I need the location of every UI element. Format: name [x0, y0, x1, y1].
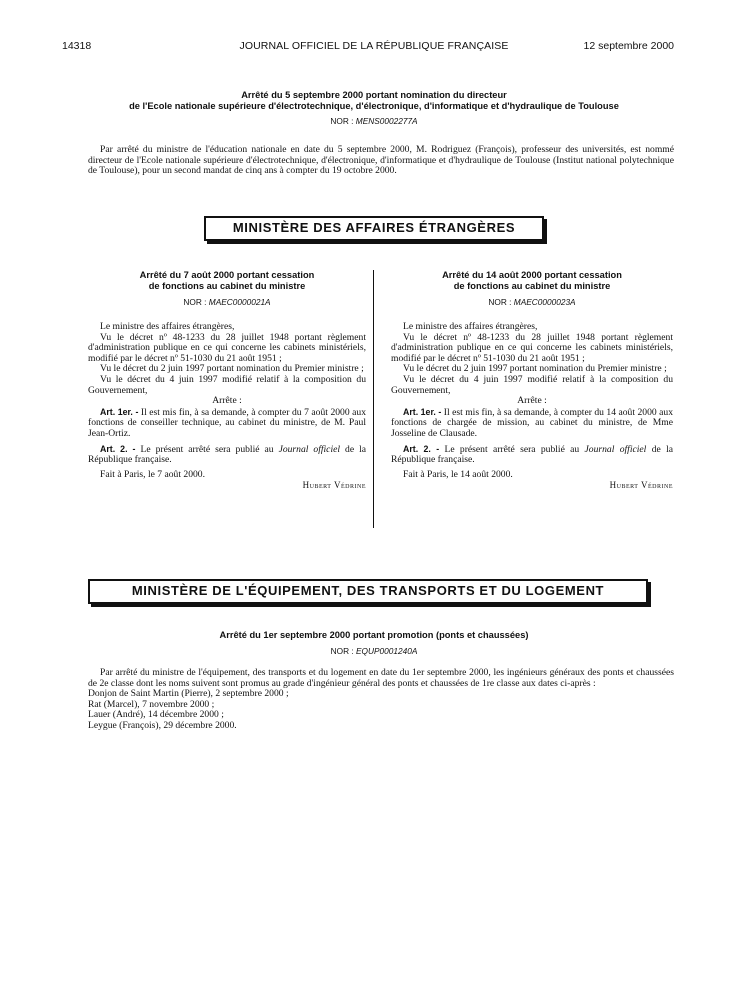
- left-art1: [88, 407, 366, 440]
- nor-code: MAEC0000023A: [513, 297, 576, 307]
- ministry-heading-affaires-etrangeres: MINISTÈRE DES AFFAIRES ÉTRANGÈRES: [204, 216, 544, 241]
- left-p4: Vu le décret du 4 juin 1997 modifié relatif à la composition du Gouvernement,: [88, 373, 366, 396]
- left-nor: [88, 297, 366, 307]
- right-art2-text-a: Le présent arrêté sera publié au: [444, 443, 580, 455]
- section3-paragraph: Par arrêté du ministre de l'équipement, des transports et du logement en date du 1er septembre 2000, les ingénieurs généraux des ponts et chaussées de 2e classe dont les noms suivent sont promus au grade d'ingénieur général des ponts et chaussées de 1re classe aux dates ci-après :: [88, 667, 674, 689]
- section1-paragraph: Par arrêté du ministre de l'éducation nationale en date du 5 septembre 2000, M. Rodriguez (François), professeur des universités, est nommé directeur de l'Ecole nationale supérieure d'électrotechnique, d'électronique, d'informatique et d'hydraulique de Toulouse (Institut national polytechnique de Toulouse), pour un second mandat de cinq ans à compter du 19 octobre 2000.: [88, 144, 674, 177]
- left-title-line1: Arrêté du 7 août 2000 portant cessation: [139, 270, 315, 280]
- right-art2-text-b: de la République française.: [391, 443, 673, 466]
- left-signature: Hubert Védrine: [302, 480, 366, 491]
- issue-date: 12 septembre 2000: [583, 40, 674, 52]
- right-nor: [391, 297, 673, 307]
- nor-code: EQUP0001240A: [356, 646, 418, 656]
- section3-body: [88, 668, 674, 732]
- promotion-list: [88, 689, 674, 731]
- section3-nor: [0, 646, 748, 656]
- right-p3: Vu le décret du 2 juin 1997 portant nomination du Premier ministre ;: [403, 363, 667, 375]
- left-art1-label: Art. 1er. -: [100, 406, 139, 417]
- left-body: [88, 322, 366, 491]
- nor-label: NOR :: [330, 646, 354, 656]
- column-separator: [373, 270, 374, 528]
- left-art2-text-a: Le présent arrêté sera publié au: [140, 443, 274, 455]
- nor-label: NOR :: [488, 297, 512, 307]
- list-item: Lauer (André), 14 décembre 2000 ;: [88, 709, 224, 721]
- section1-title-line2: de l'Ecole nationale supérieure d'électrotechnique, d'électronique, d'informatique et d'hydraulique de Toulouse: [129, 101, 619, 111]
- journal-title: JOURNAL OFFICIEL DE LA RÉPUBLIQUE FRANÇAISE: [239, 40, 509, 52]
- nor-label: NOR :: [183, 297, 207, 307]
- list-item: Leygue (François), 29 décembre 2000.: [88, 719, 237, 731]
- section1-nor: [0, 116, 748, 126]
- left-art2: [88, 444, 366, 466]
- right-art2: [391, 444, 673, 466]
- nor-code: MENS0002277A: [355, 116, 418, 126]
- section1-title: [0, 90, 748, 112]
- left-title-line2: de fonctions au cabinet du ministre: [148, 281, 306, 291]
- left-art2-label: Art. 2. -: [100, 443, 136, 454]
- page-number: 14318: [62, 40, 92, 52]
- right-fait: Fait à Paris, le 14 août 2000.: [403, 468, 513, 480]
- left-fait: Fait à Paris, le 7 août 2000.: [100, 468, 205, 480]
- left-p1: Le ministre des affaires étrangères,: [100, 321, 235, 332]
- right-p4: Vu le décret du 4 juin 1997 modifié relatif à la composition du Gouvernement,: [391, 373, 673, 396]
- left-p2: Vu le décret nº 48-1233 du 28 juillet 1948 portant règlement d'administration publique en ce qui concerne les cabinets ministériels, modifié par le décret nº 51-1030 du 21 août 1951 ;: [88, 331, 366, 364]
- ministry-heading-equipement: MINISTÈRE DE L'ÉQUIPEMENT, DES TRANSPORTS ET DU LOGEMENT: [88, 579, 648, 604]
- right-title: [391, 270, 673, 292]
- right-title-line2: de fonctions au cabinet du ministre: [453, 281, 611, 291]
- left-art1-text: Il est mis fin, à sa demande, à compter du 7 août 2000 aux fonctions de conseiller technique, au cabinet du ministre, de M. Paul Jean-Ortiz.: [88, 406, 366, 439]
- right-art1-label: Art. 1er. -: [403, 406, 442, 417]
- left-art2-jo: Journal officiel: [278, 443, 341, 455]
- right-title-line1: Arrêté du 14 août 2000 portant cessation: [442, 270, 622, 280]
- right-art2-jo: Journal officiel: [584, 443, 647, 455]
- right-p1: Le ministre des affaires étrangères,: [403, 321, 538, 332]
- list-item: Rat (Marcel), 7 novembre 2000 ;: [88, 698, 215, 710]
- right-p2: Vu le décret nº 48-1233 du 28 juillet 1948 portant règlement d'administration publique en ce qui concerne les cabinets ministériels, modifié par le décret nº 51-1030 du 21 août 1951 ;: [391, 331, 673, 364]
- nor-label: NOR :: [330, 116, 354, 126]
- section1-body: [88, 145, 674, 177]
- nor-code: MAEC0000021A: [208, 297, 271, 307]
- section1-title-line1: Arrêté du 5 septembre 2000 portant nomination du directeur: [241, 90, 507, 100]
- left-p3: Vu le décret du 2 juin 1997 portant nomination du Premier ministre ;: [100, 363, 364, 375]
- left-arrete: Arrête :: [212, 395, 242, 407]
- section3-title: Arrêté du 1er septembre 2000 portant promotion (ponts et chaussées): [219, 630, 529, 640]
- right-signature: Hubert Védrine: [609, 480, 673, 491]
- right-art1-text: Il est mis fin, à sa demande, à compter du 14 août 2000 aux fonctions de chargée de mission, au cabinet du ministre, de Mme Josseline de Clausade.: [391, 406, 673, 439]
- list-item: Donjon de Saint Martin (Pierre), 2 septembre 2000 ;: [88, 688, 289, 700]
- left-title: [88, 270, 366, 292]
- right-art1: [391, 407, 673, 440]
- right-body: [391, 322, 673, 491]
- running-header: [0, 40, 748, 54]
- right-arrete: Arrête :: [517, 395, 547, 407]
- right-art2-label: Art. 2. -: [403, 443, 440, 454]
- left-art2-text-b: de la République française.: [88, 443, 367, 466]
